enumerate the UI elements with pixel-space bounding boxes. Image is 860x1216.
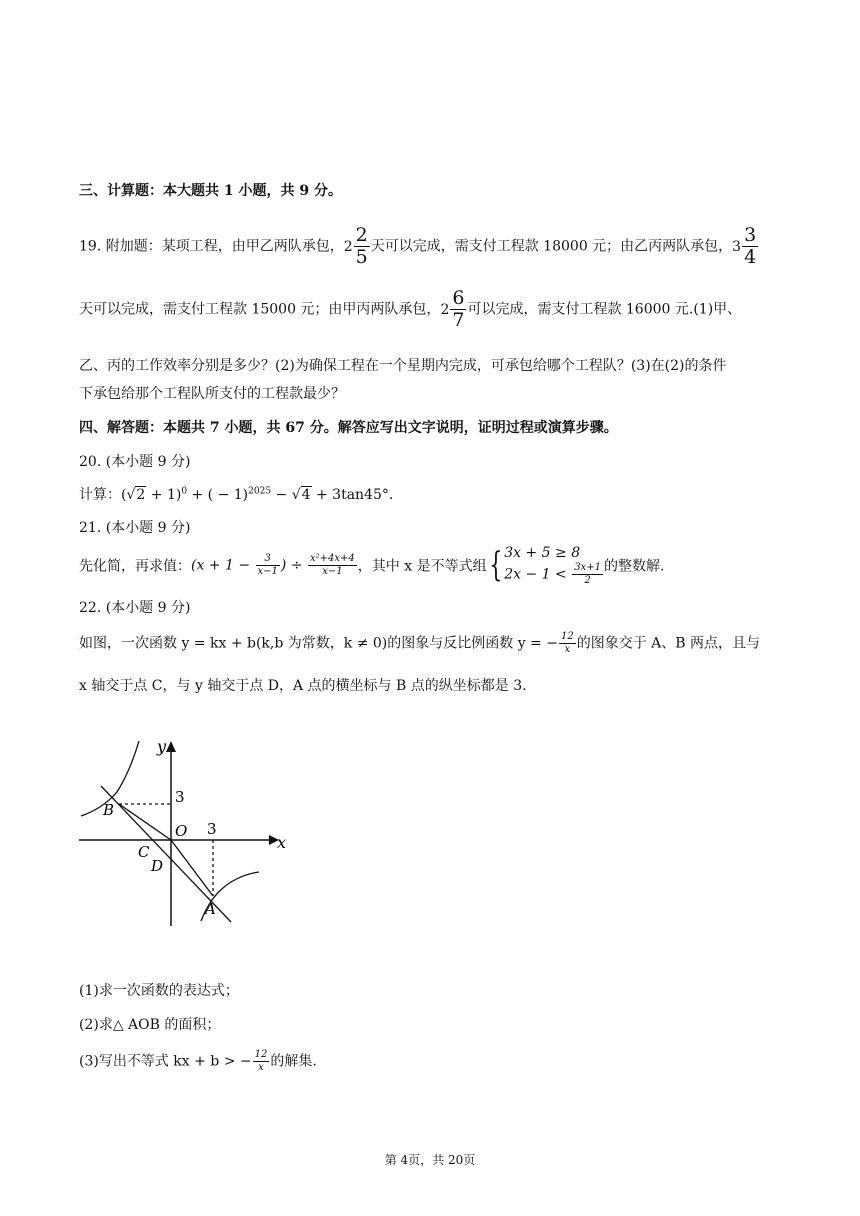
label-point-B: B: [103, 801, 115, 819]
q22-sub-2: (2)求△ AOB 的面积；: [79, 1017, 221, 1033]
q19-text-2: 天可以完成，需支付工程款 18000 元；由乙丙两队承包，: [370, 238, 733, 255]
q22-line-1: 如图，一次函数 y = kx + b(k,b 为常数，k ≠ 0)的图象与反比例函数 y = − $\frac{12}{x}$ 的图象交于 A、B 两点，且与: [79, 631, 761, 655]
segment-OA: [171, 840, 213, 896]
q19-line-4: 下承包给那个工程队所支付的工程款最少？: [79, 386, 345, 402]
q22-sub-1: (1)求一次函数的表达式；: [79, 983, 239, 999]
section-3-heading: 三、计算题：本大题共 1 小题，共 9 分。: [79, 183, 342, 199]
y-axis-arrow-icon: [166, 741, 176, 752]
mixed-fraction-2: 3 $\frac{3}{4}$: [732, 224, 757, 268]
label-x-tick-3: 3: [207, 820, 217, 838]
section-4-heading: 四、解答题：本题共 7 小题，共 67 分。解答应写出文字说明，证明过程或演算步骤。: [79, 420, 618, 436]
mixed-fraction-1: 2 $\frac{2}{5}$: [343, 224, 368, 268]
label-origin: O: [175, 822, 188, 840]
label-y-tick-3: 3: [175, 788, 185, 806]
mixed-fraction-3: 2 $\frac{6}{7}$: [440, 287, 465, 331]
label-x: x: [277, 833, 287, 852]
q21-label: 21. (本小题 9 分): [79, 520, 191, 536]
q19-line-2: [79, 289, 741, 330]
function-graph-figure: [79, 736, 289, 936]
segment-BO: [119, 804, 171, 840]
label-point-C: C: [138, 843, 150, 861]
label-y: y: [157, 737, 167, 756]
page-footer: 第 4页，共 20页: [384, 1153, 476, 1167]
label-point-D: D: [151, 857, 164, 875]
label-point-A: A: [205, 900, 216, 918]
q21-expression: 先化简，再求值：(x + 1 − $\frac{3}{x-1}$ ) ÷ $\frac{\text{x²+4x+4}}{x-1}$ ，其中 x 是不等式组{ 3x + 5 ≥ 8 2x − 1 < $\frac{3x+1}{2}$ 的整数解.: [79, 545, 665, 586]
q19-text-3: 天可以完成，需支付工程款 15000 元；由甲丙两队承包，: [79, 301, 441, 318]
system-brace: {: [488, 545, 502, 586]
q22-line-2: x 轴交于点 C，与 y 轴交于点 D，A 点的横坐标与 B 点的纵坐标都是 3.: [79, 678, 527, 694]
inequality-system: 3x + 5 ≥ 8 2x − 1 < $\frac{3x+1}{2}$: [504, 545, 601, 586]
q22-label: 22. (本小题 9 分): [79, 600, 191, 616]
q20-expression: 计算：$(√2 + 1)^0$ + ( − 1)$^{2025}$ − √4 + 3tan45°.: [79, 486, 394, 503]
q22-sub-3: (3)写出不等式 kx + b > − $\frac{12}{x}$ 的解集.: [79, 1049, 317, 1073]
q19-line-3: 乙、丙的工作效率分别是多少？(2)为确保工程在一个星期内完成，可承包给哪个工程队？(3)在(2)的条件: [79, 358, 727, 374]
q20-label: 20. (本小题 9 分): [79, 454, 191, 470]
q19-text-1: 19. 附加题：某项工程，由甲乙两队承包，: [79, 238, 344, 255]
q19-text-4: 可以完成，需支付工程款 16000 元.(1)甲、: [467, 301, 742, 318]
q19-line-1: [79, 226, 759, 267]
